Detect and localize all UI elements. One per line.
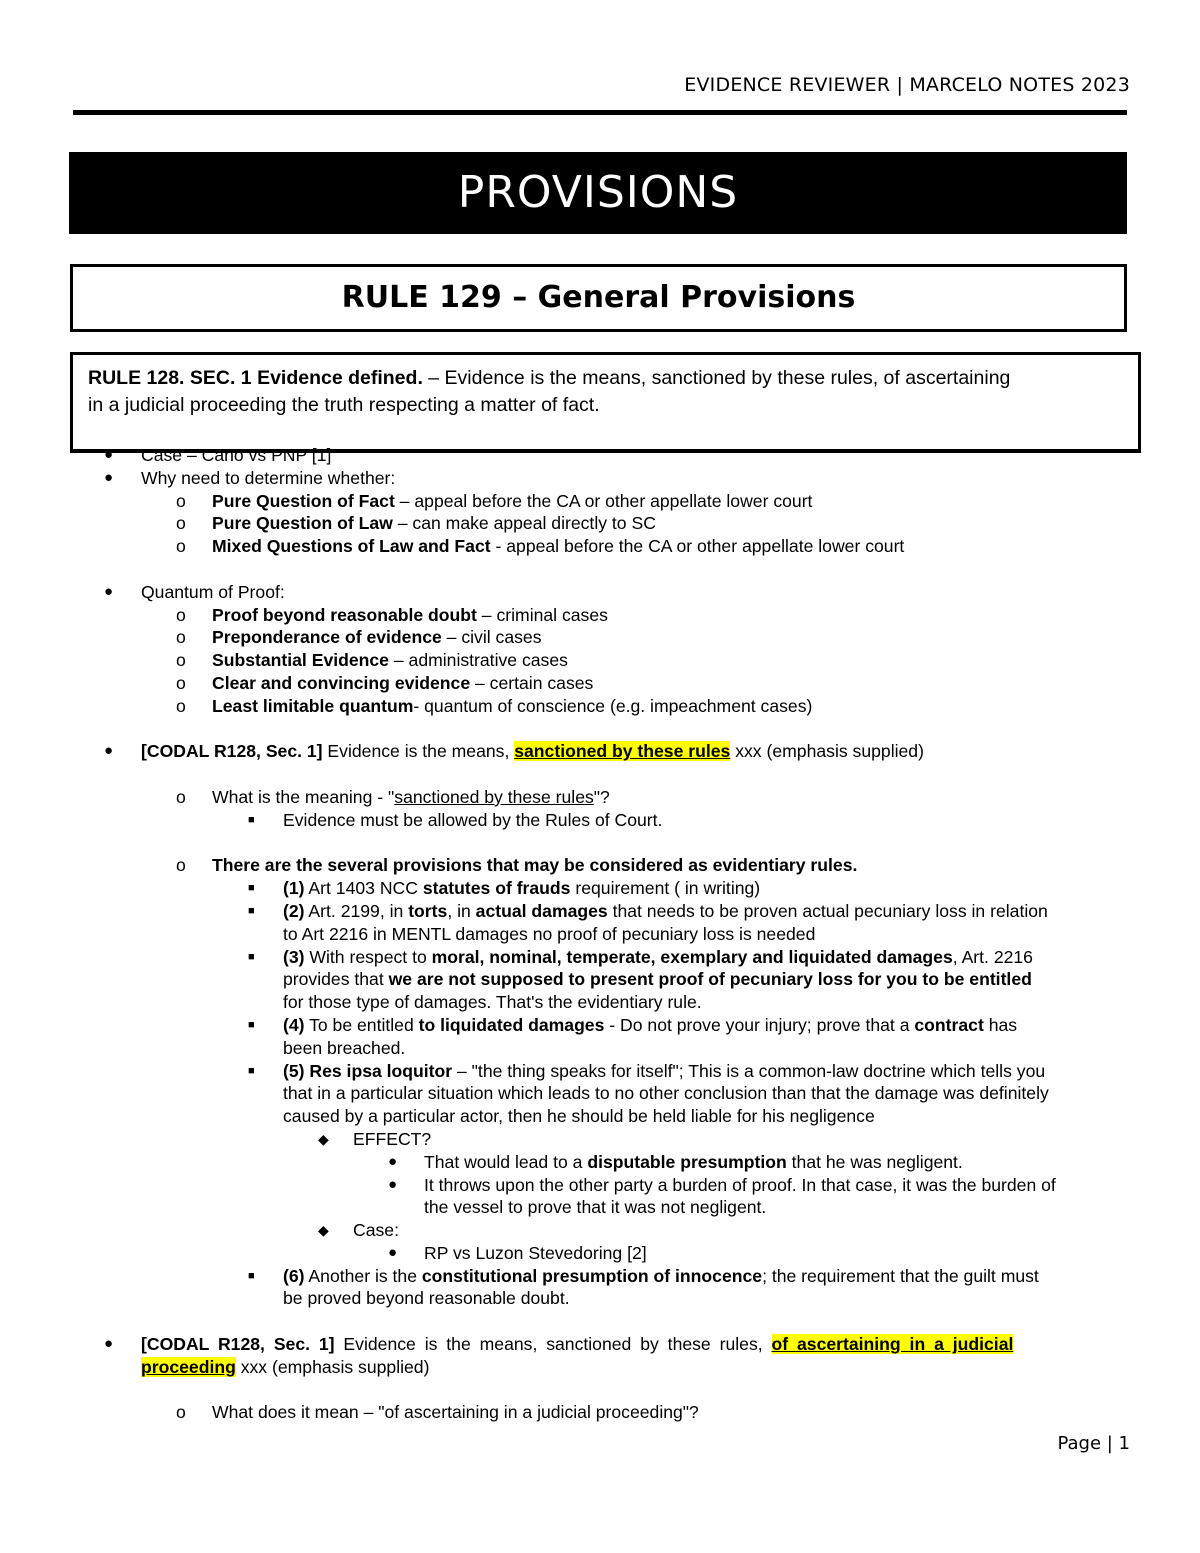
- circle-bullet-icon: o: [176, 627, 186, 648]
- list-item: ● [CODAL R128, Sec. 1] Evidence is the means, sanctioned by these rules xxx (emphasis supplied): [104, 741, 924, 762]
- list-item: ■ Evidence must be allowed by the Rules of Court.: [248, 809, 663, 830]
- list-item: o Proof beyond reasonable doubt – criminal cases: [176, 604, 608, 625]
- running-header: EVIDENCE REVIEWER | MARCELO NOTES 2023: [684, 74, 1130, 96]
- circle-bullet-icon: o: [176, 855, 186, 876]
- list-item: o Pure Question of Law – can make appeal directly to SC: [176, 513, 656, 534]
- definition-text-2: in a judicial proceeding the truth respecting a matter of fact.: [88, 394, 600, 416]
- diamond-bullet-icon: ◆: [318, 1130, 329, 1147]
- square-bullet-icon: ■: [248, 1064, 255, 1077]
- square-bullet-icon: ■: [248, 813, 255, 826]
- list-item: ● [CODAL R128, Sec. 1] Evidence is the means, sanctioned by these rules, of ascertaining in a judicial: [104, 1334, 1014, 1355]
- bullet-icon: ●: [388, 1175, 398, 1193]
- definition-heading: RULE 128. SEC. 1 Evidence defined.: [88, 367, 423, 389]
- list-item: ● Why need to determine whether:: [104, 467, 396, 488]
- bullet-icon: ●: [388, 1243, 398, 1261]
- list-item: ■ (3) With respect to moral, nominal, temperate, exemplary and liquidated damages, Art. 2216: [248, 946, 1033, 967]
- circle-bullet-icon: o: [176, 786, 186, 807]
- definition-text-1: – Evidence is the means, sanctioned by these rules, of ascertaining: [422, 367, 1011, 389]
- diamond-bullet-icon: ◆: [318, 1222, 329, 1239]
- bullet-icon: ●: [104, 468, 114, 486]
- list-item: o Clear and convincing evidence – certain cases: [176, 672, 594, 693]
- highlighted-phrase: sanctioned by these rules: [514, 741, 731, 762]
- circle-bullet-icon: o: [176, 536, 186, 557]
- square-bullet-icon: ■: [248, 950, 255, 963]
- square-bullet-icon: ■: [248, 904, 255, 917]
- list-item: o There are the several provisions that may be considered as evidentiary rules.: [176, 855, 858, 876]
- circle-bullet-icon: o: [176, 1402, 186, 1423]
- page-number: Page | 1: [1057, 1433, 1130, 1454]
- list-item: ● It throws upon the other party a burden of proof. In that case, it was the burden of: [388, 1174, 1056, 1195]
- circle-bullet-icon: o: [176, 513, 186, 534]
- bullet-icon: ●: [388, 1152, 398, 1170]
- list-item: ● Quantum of Proof:: [104, 581, 285, 602]
- list-item: ■ (2) Art. 2199, in torts, in actual damages that needs to be proven actual pecuniary loss in relation: [248, 900, 1048, 921]
- list-item: ● Case – Cano vs PNP [1]: [104, 445, 332, 465]
- list-item: ◆ EFFECT?: [318, 1128, 432, 1149]
- circle-bullet-icon: o: [176, 490, 186, 511]
- list-item: o What does it mean – "of ascertaining in a judicial proceeding"?: [176, 1402, 699, 1423]
- square-bullet-icon: ■: [248, 1018, 255, 1031]
- circle-bullet-icon: o: [176, 672, 186, 693]
- circle-bullet-icon: o: [176, 650, 186, 671]
- list-item: ● That would lead to a disputable presumption that he was negligent.: [388, 1151, 963, 1172]
- notes-body: ● Case – Cano vs PNP [1] ● Why need to determine whether: o Pure Question of Fact – appeal before the CA or other appellate lower court o Pure Question of Law – can make appeal directly to SC o Mixed Questions of Law and Fact - appeal before the CA or other appellate lower court ● Quantum of Proof: o Proof beyond reasonable doubt – criminal cases o Preponderance of evidence – civil cases o Substantial Evidence – administrative cases o Clear and convincing evidence – certain cases o Least limitable quantum- quantum of conscience (e.g. impeachment cases) ● [CODAL R128, Sec. 1] Evidence is the means, sanctioned by these rules xxx (emphasis supplied) o What is the meaning - "sanctioned by these rules"? ■ Evidence must be allowed by the Rules of Court. o There are the several provisions that may be considered as evidentiary rules. ■ (1) Art 1403 NCC statutes of frauds requirement ( in writing) ■ (2) Art. 2199, in torts, in actual damages that needs to be proven actual pecuniary loss in relation to Art 2216 in MENTL damages no proof of pecuniary loss is needed ■ (3) With respect to moral, nominal, temperate, exemplary and liquidated damages, Art. 2216 provides that we are not supposed to present proof of pecuniary loss for you to be entitled for those type of damages. That's the evidentiary rule. ■ (4) To be entitled to liquidated damages - Do not prove your injury; prove that a contract has been breached. ■ (5) Res ipsa loquitor – "the thing speaks for itself"; This is a common-law doctrine which tells you that in a particular situation which leads to no other conclusion than that the damage was definitely caused by a particular actor, then he should be held liable for his negligence ◆ EFFECT? ● That would lead to a disputable presumption that he was negligent. ● It throws upon the other party a burden of proof. In that case, it was the burden of the vessel to prove that it was not negligent. ◆ Case: ● RP vs Luzon Stevedoring [2] ■ (6) Another is the constitutional presumption of innocence; the requirement that the guilt must be proved beyond reasonable doubt. ● [CODAL R128, Sec. 1] Evidence is the means, sanctioned by these rules, of ascertaining in a judicial proceeding xxx (emphasis supplied) o What does it mean – "of ascertaining in a judicial proceeding"?: [0, 444, 1200, 1424]
- list-item: o Pure Question of Fact – appeal before the CA or other appellate lower court: [176, 490, 813, 511]
- bullet-icon: ●: [104, 1335, 114, 1353]
- definition-box: [70, 352, 1141, 453]
- circle-bullet-icon: o: [176, 695, 186, 716]
- header-divider: [73, 110, 1127, 115]
- square-bullet-icon: ■: [248, 882, 255, 895]
- highlighted-phrase: of ascertaining in a judicial: [771, 1334, 1014, 1355]
- bullet-icon: ●: [104, 446, 114, 463]
- list-item: o Preponderance of evidence – civil cases: [176, 627, 542, 648]
- list-item: ■ (6) Another is the constitutional presumption of innocence; the requirement that the guilt must: [248, 1265, 1039, 1286]
- list-item: ■ (5) Res ipsa loquitor – "the thing speaks for itself"; This is a common-law doctrine which tells you: [248, 1060, 1046, 1081]
- highlighted-phrase: proceeding: [141, 1356, 236, 1377]
- rule-title-box: RULE 129 – General Provisions: [70, 264, 1127, 332]
- bullet-icon: ●: [104, 742, 114, 760]
- list-item: ● RP vs Luzon Stevedoring [2]: [388, 1242, 647, 1263]
- list-item: ■ (1) Art 1403 NCC statutes of frauds requirement ( in writing): [248, 878, 761, 899]
- list-item: o Substantial Evidence – administrative cases: [176, 650, 568, 671]
- section-banner: PROVISIONS: [69, 152, 1127, 234]
- bullet-icon: ●: [104, 582, 114, 600]
- list-item: ◆ Case:: [318, 1220, 399, 1241]
- square-bullet-icon: ■: [248, 1269, 255, 1282]
- list-item: ■ (4) To be entitled to liquidated damages - Do not prove your injury; prove that a contract has: [248, 1014, 1018, 1035]
- list-item: o What is the meaning - "sanctioned by these rules"?: [176, 786, 610, 807]
- list-item: o Least limitable quantum- quantum of conscience (e.g. impeachment cases): [176, 695, 813, 716]
- list-item: o Mixed Questions of Law and Fact - appeal before the CA or other appellate lower court: [176, 536, 905, 557]
- circle-bullet-icon: o: [176, 604, 186, 625]
